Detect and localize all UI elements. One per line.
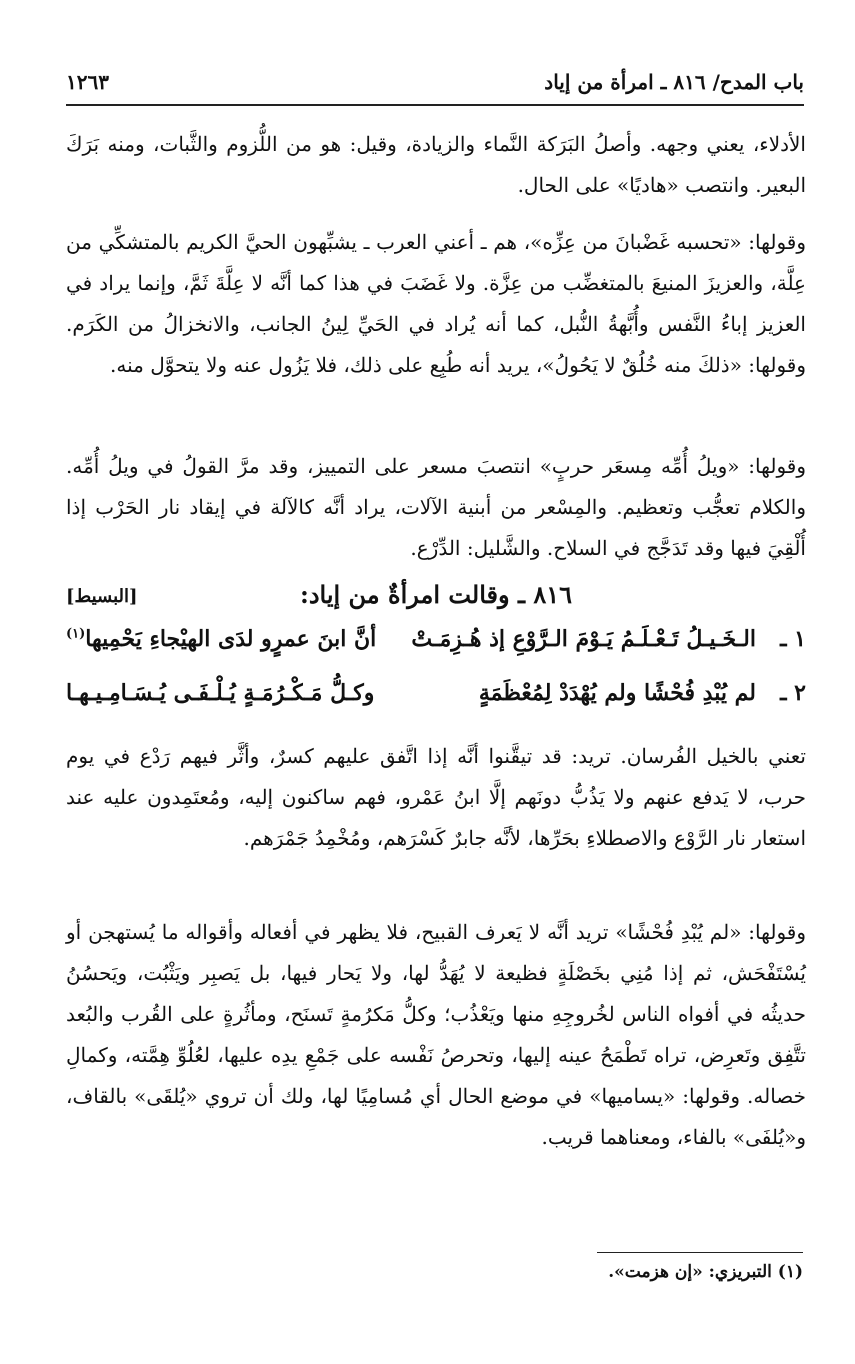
footnote-rule <box>597 1252 803 1253</box>
header-rule <box>66 104 804 106</box>
poem-meter: [البسيط] <box>66 586 138 607</box>
commentary-paragraph-4: تعني بالخيل الفُرسان. تريد: قد تيقَّنوا أنَّه إذا اتَّفق عليهم كسرٌ، وأثَّر فيهم رَدْع في يوم حرب، لا يَدفع عنهم ولا يَذُبُّ دونَهم إلَّا ابنُ عَمْرو، فهم ساكنون إليه، ومُعتَمِدون عليه عند استعار نار الرَّوْع والاصطلاءِ بحَرِّها، لأنَّه جابرٌ كَسْرَهم، ومُخْمِدُ جَمْرَهم. <box>66 744 806 850</box>
poem-title: ٨١٦ ـ وقالت امرأةٌ من إياد: <box>299 580 573 609</box>
poem-heading <box>66 580 806 620</box>
footnote-marker: (١) <box>66 626 86 642</box>
verse-hemistich-second: وكـلُّ مَـكْـرُمَـةٍ يُـلْـفَـى يُـسَـامِـيـهـا <box>66 680 375 706</box>
page-number: ١٢٦٣ <box>66 70 109 94</box>
commentary-paragraph-1: الأدلاء، يعني وجهه. وأصلُ البَرَكة النَّماء والزيادة، وقيل: هو من اللُّزوم والثَّبات، ومنه بَرَكَ البعير. وانتصب «هاديًا» على الحال. <box>66 132 806 197</box>
verse-line-2 <box>66 680 806 724</box>
chapter-title: باب المدح/ ٨١٦ ـ امرأة من إياد <box>544 70 804 94</box>
commentary-paragraph-3: وقولها: «ويلُ أُمِّه مِسعَر حربٍ» انتصبَ مسعر على التمييز، وقد مرَّ القولُ في ويلُ أُمِّه. والكلام تعجُّب وتعظيم. والمِسْعر من أبنية الآلات، يراد أنَّه كالآلة في إيقاد نار الحَرْب إذا أُلْقِيَ فيها وقد تَدَجَّج في السلاح. والشَّليل: الدِّرْع. <box>66 454 806 560</box>
footnote: (١) التبريزي: «إن هزمت». <box>608 1262 803 1282</box>
verse-number: ٢ ـ <box>780 680 806 706</box>
verse-hemistich-second <box>66 626 376 652</box>
verse-hemistich-first: لم يُبْدِ فُحْشًا ولم يُهْدَدْ لِمُعْظَمَةٍ <box>478 680 756 706</box>
running-header <box>66 70 804 104</box>
verse-hemistich-first: الـخَـيـلُ تَـعْـلَـمُ يَـوْمَ الـرَّوْعِ إذ هُـزِمَـتْ <box>411 626 756 652</box>
verse-number: ١ ـ <box>780 626 806 652</box>
commentary-paragraph-5: وقولها: «لم يُبْدِ فُحْشًا» تريد أنَّه لا يَعرف القبيح، فلا يظهر في أفعاله وأقواله ما يُستهجن أو يُسْتَفْحَش، ثم إذا مُنِي بخَصْلَةٍ فظيعة لا يُهَدُّ لها، ولا يَحار فيها، بل يَصبِر ويَثْبُت، ويَحسُنُ حديثُه في أفواه الناس لخُروجِهِ منها ويَعْذُب؛ وكلُّ مَكرُمةٍ تَسنَح، ومأثُرةٍ على القُرب والبُعد تتَّفِق وتَعرِض، تراه تَطْمَحُ عينه إليها، وتحرصُ نَفْسه على جَمْعِ يدِه عليها، لعُلُوِّ هِمَّته، وكمالِ خصاله. وقولها: «يساميها» في موضع الحال أي مُسامِيًا لها، ولك أن تروي «يُلقَى» بالقاف، و«يُلفَى» بالفاء، ومعناهما قريب. <box>66 920 806 1149</box>
verse-hemistich-second-text: أنَّ ابنَ عمرٍو لدَى الهيْجاءِ يَحْمِيها <box>85 626 377 652</box>
commentary-paragraph-2: وقولها: «تحسبه غَضْبانَ من عِزِّه»، هم ـ أعني العرب ـ يشبِّهون الحيَّ الكريم بالمتشكِّي من عِلَّة، والعزيزَ المنيعَ بالمتغضِّب من عِزَّة. ولا غَضَبَ في هذا كما أنَّه لا عِلَّةَ ثَمَّ، وإنما يراد في العزيز إباءُ النَّفس وأُبَّهةُ النُّبل، كما أنه يُراد في الحَيِّ لِينُ الجانب، والانخزالُ من الكَرَم. وقولها: «ذلكَ منه خُلُقٌ لا يَحُولُ»، يريد أنه طُبِع على ذلك، فلا يَزُول عنه ولا يتحوَّل منه. <box>66 230 806 377</box>
verse-line-1 <box>66 626 806 670</box>
